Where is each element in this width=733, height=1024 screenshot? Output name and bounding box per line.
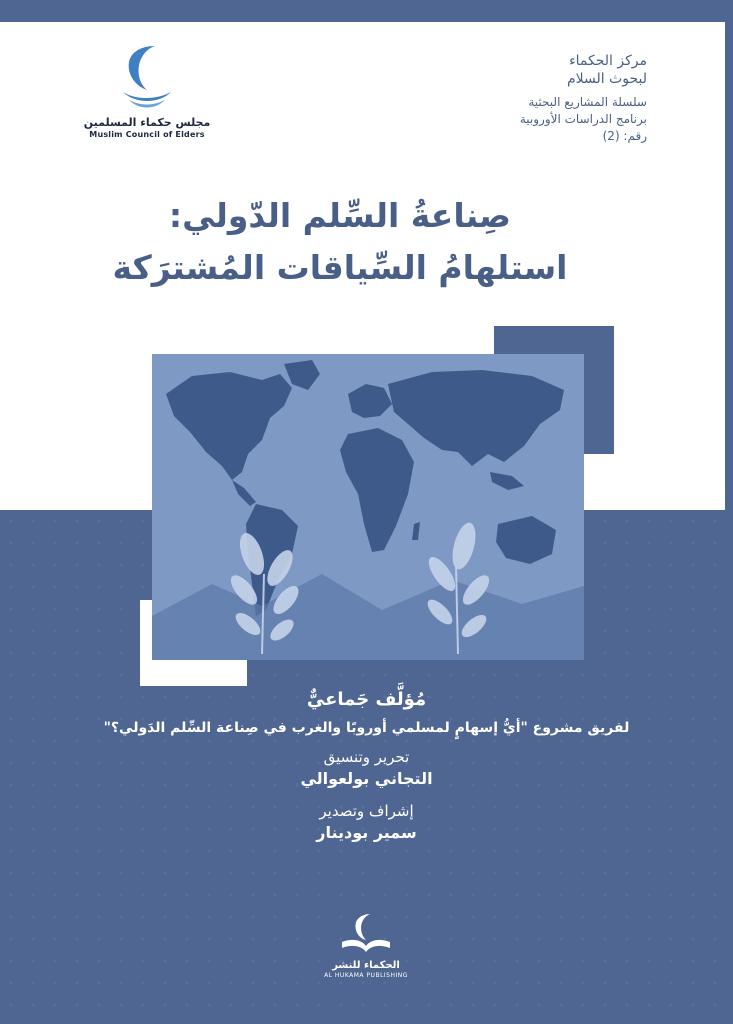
supervision-label: إشراف وتصدير bbox=[319, 802, 414, 820]
center-info bbox=[407, 52, 647, 145]
right-rail bbox=[725, 0, 733, 510]
series-name: سلسلة المشاريع البحثية bbox=[528, 95, 647, 109]
crescent-logo-icon bbox=[117, 42, 177, 112]
top-band bbox=[0, 0, 733, 22]
title-line-1: صِناعةُ السِّلم الدّولي: bbox=[168, 196, 512, 235]
center-name-line1: مركز الحكماء bbox=[569, 53, 647, 69]
title-line-2: استلهامُ السِّياقات المُشترَكة bbox=[112, 248, 568, 287]
supervisor-name: سمير بودينار bbox=[316, 823, 417, 842]
center-name-line2: لبحوث السلام bbox=[566, 71, 647, 87]
editor-name: التجاني بولعوالي bbox=[300, 769, 433, 788]
publisher-english: AL HUKAMA PUBLISHING bbox=[324, 972, 408, 979]
logo-english-text: Muslim Council of Elders bbox=[89, 130, 205, 139]
editing-label: تحرير وتنسيق bbox=[323, 748, 410, 766]
author-label: مُؤلَّف جَماعيٌّ bbox=[306, 689, 427, 710]
publisher-arabic: الحكماء للنشر bbox=[332, 960, 400, 971]
publisher-logo bbox=[316, 912, 416, 979]
series-number: رقم: (2) bbox=[602, 129, 647, 143]
credits bbox=[0, 688, 733, 844]
book-crescent-icon bbox=[336, 912, 396, 954]
logo-arabic-text: مجلس حكماء المسلمين bbox=[83, 116, 211, 129]
council-logo bbox=[72, 42, 222, 139]
project-line: لفريق مشروع "أيُّ إسهامٍ لمسلمي أوروبًا والغرب في صِناعة السِّلم الدَولي؟" bbox=[103, 720, 630, 736]
book-title bbox=[60, 190, 620, 294]
program-name: برنامج الدراسات الأوروبية bbox=[519, 112, 647, 126]
world-map-image bbox=[152, 354, 584, 660]
